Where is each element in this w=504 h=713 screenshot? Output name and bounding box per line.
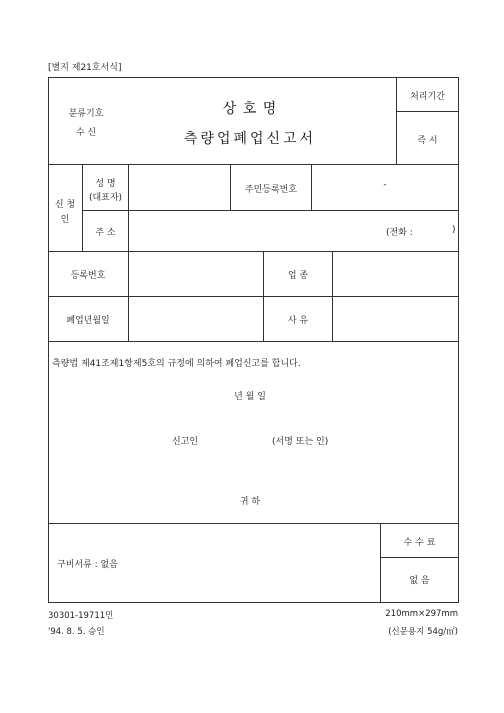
recipient-label: 수 신 [75, 128, 97, 138]
title-business-name: 상 호 명 [222, 101, 278, 117]
applicant-section-label: 신 청 [54, 200, 76, 210]
registration-number-label: 등록번호 [70, 271, 106, 281]
name-field[interactable] [129, 165, 230, 210]
reason-field[interactable] [333, 297, 458, 341]
registration-number-field[interactable] [129, 252, 263, 296]
document-title: 측량업폐업신고서 [183, 131, 317, 147]
closure-date-label: 폐업년월일 [66, 316, 110, 326]
classification-code-label: 분류기호 [68, 109, 104, 119]
required-documents: 구비서류 : 없음 [57, 560, 118, 570]
closure-date-field[interactable] [129, 297, 263, 341]
form-number-label: [별지 제21호서식] [48, 63, 122, 73]
business-type-field[interactable] [333, 252, 458, 296]
paper-type: (신문용지 54g/㎡) [388, 627, 458, 637]
reporter-label: 신고인 [172, 437, 199, 447]
declaration-statement: 측량법 제41조제1항제5호의 규정에 의하여 폐업신고를 합니다. [52, 359, 301, 369]
approval-date: '94. 8. 5. 승인 [48, 627, 105, 637]
addressee-label: 귀 하 [239, 497, 261, 507]
fee-value: 없 음 [409, 576, 430, 586]
paper-size: 210mm×297mm [385, 609, 458, 619]
phone-close-paren: ) [452, 225, 456, 235]
signature-note: (서명 또는 인) [272, 437, 329, 447]
form-code: 30301-19711민 [48, 611, 114, 621]
date-line: 년 월 일 [234, 392, 266, 402]
representative-label: (대표자) [88, 193, 123, 203]
resident-number-field[interactable]: - [383, 180, 387, 190]
phone-label: (전화 : [386, 228, 413, 238]
resident-number-label: 주민등록번호 [244, 185, 298, 195]
applicant-section-label-2: 인 [60, 215, 70, 225]
processing-period-label: 처리기간 [410, 92, 445, 102]
name-label: 성 명 [95, 179, 116, 189]
business-type-label: 업 종 [287, 271, 309, 281]
fee-label: 수 수 료 [403, 538, 436, 548]
processing-period-value: 즉 시 [417, 136, 438, 146]
reason-label: 사 유 [287, 316, 309, 326]
address-label: 주 소 [95, 228, 116, 238]
